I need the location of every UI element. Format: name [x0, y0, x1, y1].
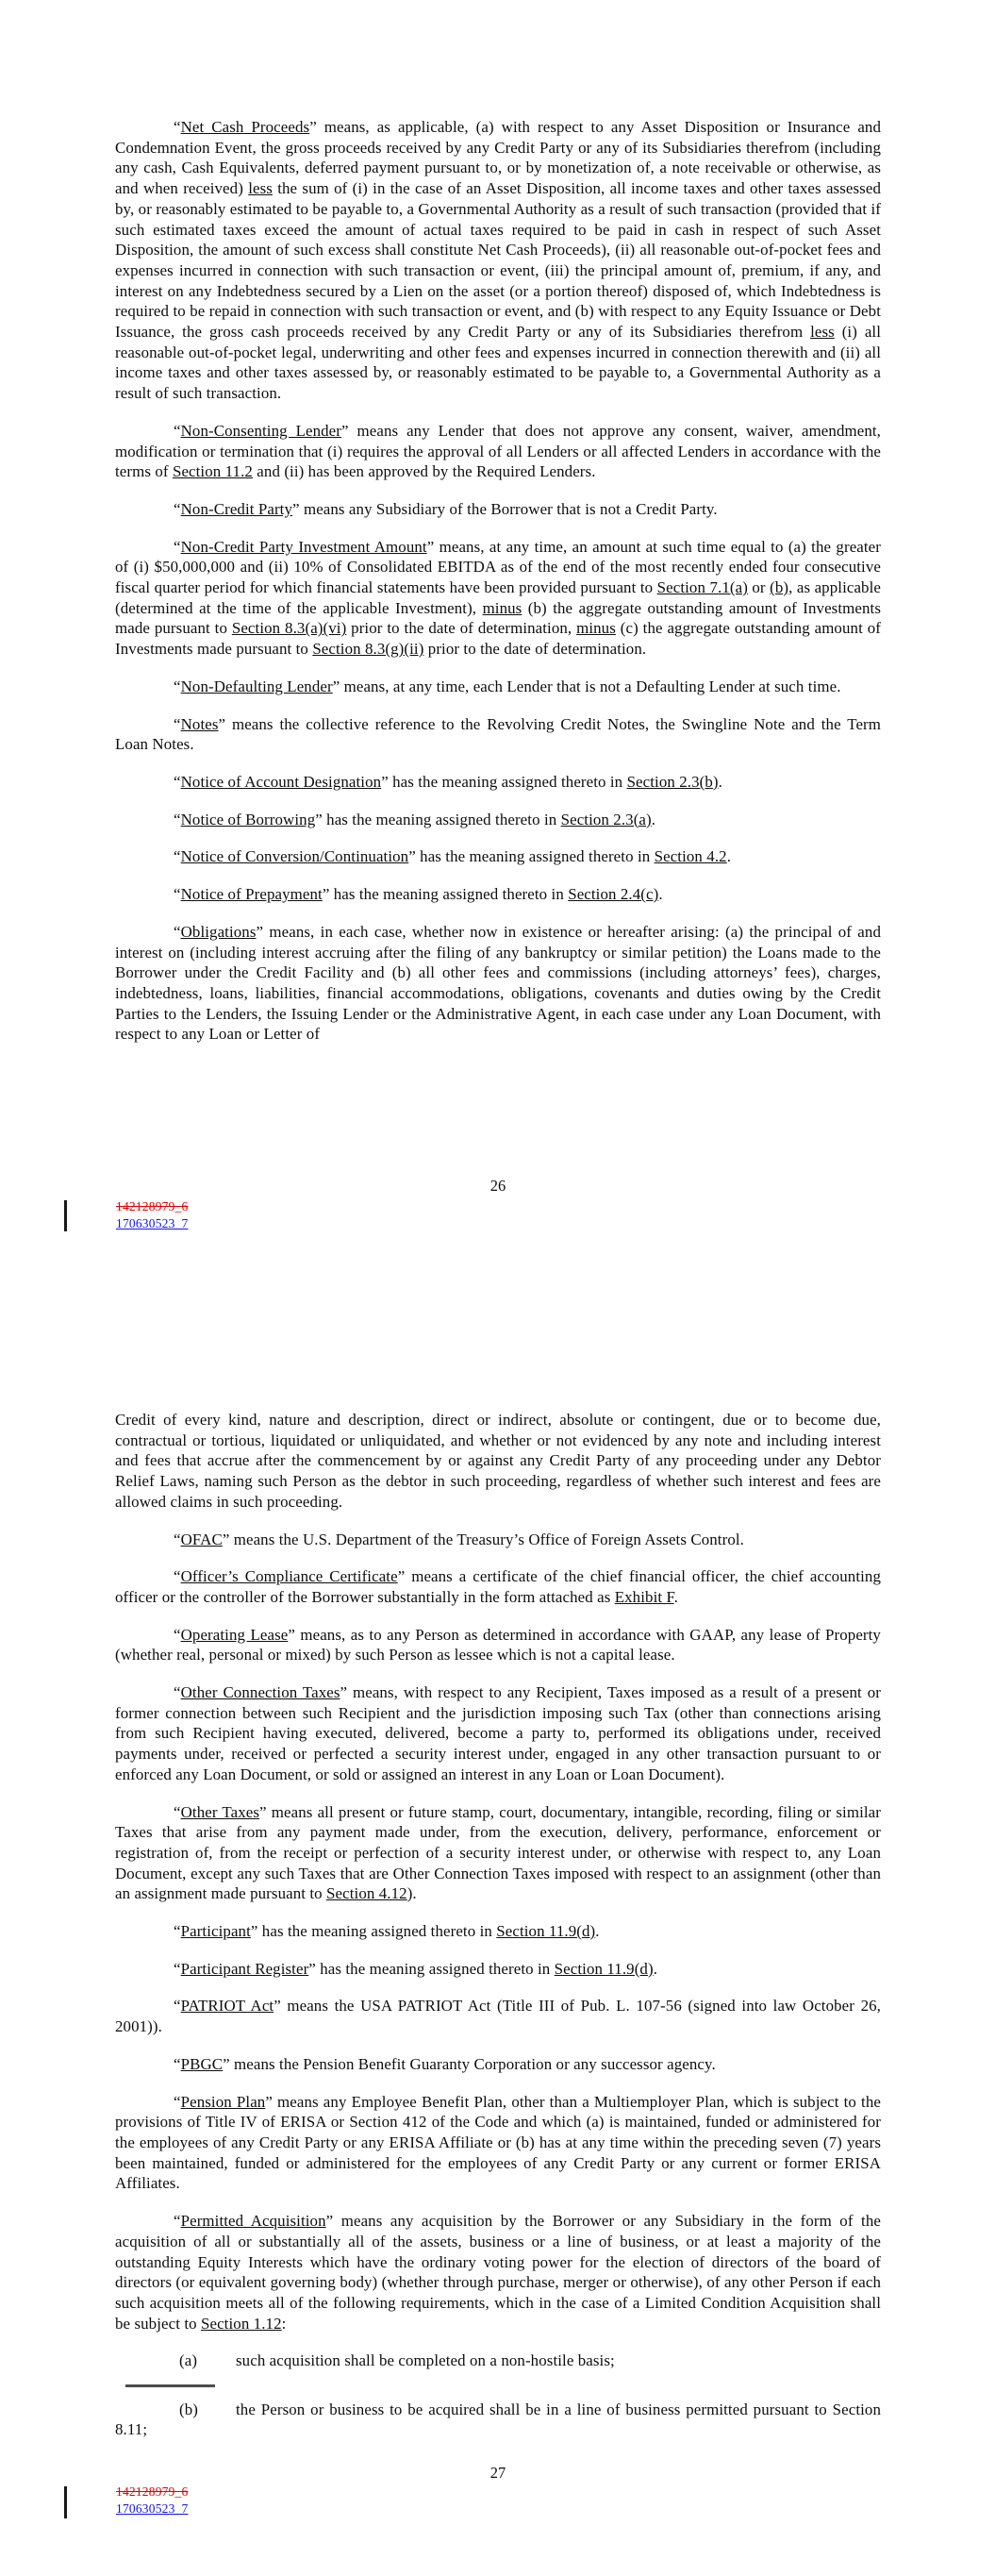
text-run: ” means a certificate of the chief financial officer, the chief accounting officer or the controller of the Borrower substantially in the form attached as: [115, 1567, 881, 1606]
underlined-term: Non-Credit Party Investment Amount: [180, 537, 427, 556]
underlined-term: Exhibit F: [614, 1587, 674, 1606]
text-run: “: [174, 1625, 181, 1644]
text-run: (i) all reasonable out-of-pocket legal, underwriting and other fees and expenses incurred in connection therewith and (ii) all income taxes and other taxes assessed by, or reasonably estimated to be payable to, a Governmental Authority as a result of such transaction.: [115, 323, 881, 403]
text-run: ” means, at any time, each Lender that is not a Defaulting Lender at such time.: [332, 677, 841, 695]
underlined-term: PATRIOT Act: [180, 1997, 274, 2016]
underlined-term: PBGC: [180, 2054, 224, 2073]
underlined-term: Section 8.3(a)(vi): [231, 619, 347, 638]
definition-paragraph: [115, 1921, 881, 1942]
text-run: .: [653, 1959, 658, 1978]
text-run: “: [174, 810, 181, 828]
underlined-term: Section 2.3(b): [626, 772, 719, 791]
definition-paragraph: [115, 714, 881, 755]
change-bar: [64, 1200, 67, 1231]
list-item-label: (a): [179, 2351, 198, 2370]
definition-paragraph: [115, 772, 881, 793]
definition-paragraph: [115, 846, 881, 867]
page-27-footer: [116, 2484, 188, 2517]
text-run: “: [174, 1997, 181, 2016]
definition-paragraph: [115, 117, 881, 404]
text-run: ” means all present or future stamp, court, documentary, intangible, recording, filing or similar Taxes that arise from any payment made under, from the execution, delivery, performance, enforcement or registration of, from the receipt or perfection of a security interest under, or otherwise with respect to, any Loan Document, except any such Taxes that are Other Connection Taxes imposed with respect to an assignment (other than an assignment made pursuant to: [115, 1802, 881, 1903]
underlined-term: Non-Credit Party: [180, 499, 293, 518]
page-26-content: [115, 117, 881, 1062]
underlined-term: Notice of Conversion/Continuation: [180, 847, 409, 866]
text-run: ” has the meaning assigned thereto in: [381, 772, 627, 791]
text-run: prior to the date of determination,: [346, 619, 577, 638]
page-number-27: 27: [489, 2464, 506, 2482]
text-run: Credit of every kind, nature and description, direct or indirect, absolute or contingent, due or to become due, contractual or tortious, liquidated or unliquidated, and whether or not evidenced by any note and including interest and fees that accrue after the commencement by or against any Credit Party of any proceeding under any Debtor Relief Laws, naming such Person as the debtor in such proceeding, regardless of whether such interest and fees are allowed claims in such proceeding.: [115, 1411, 881, 1511]
text-run: .: [595, 1922, 600, 1941]
text-run: “: [174, 537, 181, 556]
text-run: ” has the meaning assigned thereto in: [322, 885, 569, 904]
underlined-term: Officer’s Compliance Certificate: [180, 1567, 398, 1586]
underlined-term: less: [810, 323, 835, 342]
text-run: ” means the collective reference to the Revolving Credit Notes, the Swingline Note and the Term Loan Notes.: [115, 714, 881, 754]
text-run: ” means the USA PATRIOT Act (Title III of Pub. L. 107-56 (signed into law October 26, 2001)).: [115, 1997, 881, 2036]
list-item: [115, 2350, 881, 2371]
definition-paragraph: [115, 421, 881, 482]
underlined-term: Non-Defaulting Lender: [180, 677, 333, 695]
underlined-term: Participant: [180, 1922, 251, 1941]
text-run: ” has the meaning assigned thereto in: [308, 1959, 555, 1978]
page-number-26: 26: [489, 1177, 506, 1195]
underlined-term: Obligations: [180, 922, 257, 941]
list-item-label: (b): [179, 2400, 198, 2418]
underlined-term: Section 1.12: [201, 2314, 282, 2333]
text-run: “: [174, 499, 181, 518]
text-run: .: [726, 847, 732, 866]
definition-paragraph: [115, 499, 881, 520]
text-run: .: [718, 772, 722, 791]
text-run: “: [174, 772, 181, 791]
underlined-term: Notice of Borrowing: [180, 810, 316, 828]
page-26-footer: [116, 1198, 188, 1232]
underlined-term: Permitted Acquisition: [180, 2212, 326, 2231]
text-run: .: [658, 885, 663, 904]
text-run: “: [174, 1683, 181, 1702]
underlined-term: Notes: [180, 714, 219, 733]
underlined-term: Section 7.1(a): [656, 578, 748, 597]
doc-id-deleted: 142128979_6: [116, 2484, 189, 2499]
definition-paragraph: [115, 1996, 881, 2036]
underlined-term: Section 2.4(c): [568, 885, 659, 904]
text-run: ” means, as to any Person as determined in accordance with GAAP, any lease of Property (whether real, personal or mixed) by such Person as lessee which is not a capital lease.: [115, 1625, 881, 1664]
definition-paragraph: [115, 1410, 881, 1513]
underlined-term: Section 2.3(a): [560, 810, 652, 828]
text-run: (b) the aggregate outstanding amount of Investments made pursuant to: [115, 598, 881, 638]
text-run: .: [673, 1587, 678, 1606]
underlined-term: less: [248, 179, 273, 198]
text-run: ” has the meaning assigned thereto in: [315, 810, 561, 828]
text-run: ” means any Subsidiary of the Borrower that is not a Credit Party.: [292, 499, 718, 518]
underlined-term: Other Connection Taxes: [180, 1683, 340, 1702]
text-run: ” means, in each case, whether now in existence or hereafter arising: (a) the principal of and interest on (including interest accruing after the filing of any bankruptcy or similar petition) the Loans made to the Borrower under the Credit Facility and (b) all other fees and commissions (including attorneys’ fees), charges, indebtedness, loans, liabilities, financial accommodations, obligations, covenants and duties owing by the Credit Parties to the Lenders, the Issuing Lender or the Administrative Agent, in each case under any Loan Document, with respect to any Loan or Letter of: [115, 922, 881, 1044]
definition-paragraph: [115, 1625, 881, 1665]
definition-paragraph: [115, 1959, 881, 1980]
underlined-term: Section 8.3(g)(ii): [312, 640, 424, 659]
text-run: “: [174, 1530, 181, 1548]
definition-paragraph: [115, 1682, 881, 1785]
doc-id-deleted: 142128979_6: [116, 1199, 189, 1213]
text-run: “: [174, 421, 181, 440]
underlined-term: minus: [576, 619, 616, 638]
definition-paragraph: [115, 677, 881, 697]
text-run: ” has the meaning assigned thereto in: [408, 847, 655, 866]
doc-id-inserted: 170630523_7: [116, 1216, 189, 1230]
text-run: (c) the aggregate outstanding amount of Investments made pursuant to: [115, 619, 881, 659]
doc-id-inserted: 170630523_7: [116, 2501, 189, 2516]
definition-paragraph: [115, 1530, 881, 1550]
text-run: and (ii) has been approved by the Required Lenders.: [252, 462, 596, 481]
text-run: “: [174, 847, 181, 866]
text-run: ” means any acquisition by the Borrower or any Subsidiary in the form of the acquisition of all or substantially all of the assets, business or a line of business, or at least a majority of the outstanding Equity Interests which have the ordinary voting power for the election of directors of the board of directors (or equivalent governing body) (whether through purchase, merger or otherwise), of any other Person if each such acquisition meets all of the following requirements, which in the case of a Limited Condition Acquisition shall be subject to: [115, 2212, 881, 2333]
underlined-term: Pension Plan: [180, 2092, 266, 2111]
definition-paragraph: [115, 922, 881, 1045]
underlined-term: Notice of Prepayment: [180, 885, 323, 904]
text-run: ” has the meaning assigned thereto in: [250, 1922, 497, 1941]
underlined-term: Operating Lease: [180, 1625, 289, 1644]
underlined-term: Net Cash Proceeds: [180, 118, 310, 136]
text-run: prior to the date of determination.: [423, 640, 647, 659]
text-run: ).: [406, 1884, 417, 1903]
text-run: or: [747, 578, 771, 597]
text-run: ” means, at any time, an amount at such time equal to (a) the greater of (i) $50,000,000 and (ii) 10% of Consolidated EBITDA as of the end of the most recently ended four consecutive fiscal quarter period for which financial statements have been provided pursuant to: [115, 537, 881, 597]
text-run: “: [174, 677, 181, 695]
underlined-term: Other Taxes: [180, 1802, 260, 1821]
page-27-content: [115, 1410, 881, 2457]
underlined-term: Notice of Account Designation: [180, 772, 382, 791]
definition-paragraph: [115, 1802, 881, 1905]
text-run: such acquisition shall be completed on a non-hostile basis;: [236, 2351, 615, 2370]
text-run: ” means any Lender that does not approve any consent, waiver, amendment, modification or termination that (i) requires the approval of all Lenders or all affected Lenders in accordance with the terms of: [115, 421, 881, 481]
underlined-term: Section 4.2: [654, 847, 727, 866]
text-run: “: [174, 1922, 181, 1941]
text-run: “: [174, 2092, 181, 2111]
text-run: the Person or business to be acquired shall be in a line of business permitted pursuant to Section 8.11;: [115, 2400, 881, 2439]
underlined-term: Section 11.9(d): [496, 1922, 596, 1941]
text-run: “: [174, 1802, 181, 1821]
text-run: .: [651, 810, 656, 828]
text-run: , as applicable (determined at the time of the applicable Investment),: [115, 578, 881, 617]
change-bar: [64, 2486, 67, 2518]
underlined-term: minus: [482, 598, 522, 617]
definition-paragraph: [115, 2092, 881, 2195]
definition-paragraph: [115, 2054, 881, 2075]
underlined-term: Non-Consenting Lender: [180, 421, 342, 440]
text-run: ” means, as applicable, (a) with respect to any Asset Disposition or Insurance and Condemnation Event, the gross proceeds received by any Credit Party or any of its Subsidiaries therefrom (including any cash, Cash Equivalents, deferred payment pursuant to, or by monetization of, a note receivable or otherwise, as and when received): [115, 118, 882, 198]
text-run: “: [174, 118, 181, 136]
text-run: “: [174, 885, 181, 904]
text-run: “: [174, 922, 181, 941]
underlined-term: (b): [770, 578, 789, 597]
text-run: the sum of (i) in the case of an Asset Disposition, all income taxes and other taxes assessed by, or reasonably estimated to be payable to, a Governmental Authority as a result of such transaction (provided that if such estimated taxes exceed the amount of actual taxes required to be paid in cash in respect of such Asset Disposition, the amount of such excess shall constitute Net Cash Proceeds), (ii) all reasonable out-of-pocket fees and expenses incurred in connection with such transaction or event, (iii) the principal amount of, premium, if any, and interest on any Indebtedness secured by a Lien on the asset (or a portion thereof) disposed of, which Indebtedness is required to be repaid in connection with such transaction or event, and (b) with respect to any Equity Issuance or Debt Issuance, the gross cash proceeds received by any Credit Party or any of its Subsidiaries therefrom: [115, 179, 881, 342]
underlined-term: Section 11.9(d): [554, 1959, 654, 1978]
footnote-separator-line: [125, 2384, 215, 2387]
text-run: “: [174, 2212, 181, 2231]
underlined-term: Section 11.2: [172, 462, 253, 481]
underlined-term: Participant Register: [180, 1959, 309, 1978]
text-run: “: [174, 1567, 181, 1586]
text-run: “: [174, 714, 181, 733]
definition-paragraph: [115, 884, 881, 905]
list-item: [115, 2400, 881, 2440]
text-run: ” means, with respect to any Recipient, Taxes imposed as a result of a present or former connection between such Recipient and the jurisdiction imposing such Tax (other than connections arising from such Recipient having executed, delivered, become a party to, performed its obligations under, received payments under, received or perfected a security interest under, engaged in any other transaction pursuant to or enforced any Loan Document, or sold or assigned an interest in any Loan or Loan Document).: [115, 1683, 881, 1783]
definition-paragraph: [115, 2211, 881, 2333]
definition-paragraph: [115, 537, 881, 660]
text-run: ” means the Pension Benefit Guaranty Corporation or any successor agency.: [223, 2054, 716, 2073]
text-run: ” means the U.S. Department of the Treasury’s Office of Foreign Assets Control.: [222, 1530, 744, 1548]
text-run: “: [174, 1959, 181, 1978]
text-run: “: [174, 2054, 181, 2073]
text-run: :: [281, 2314, 287, 2333]
underlined-term: OFAC: [180, 1530, 223, 1548]
definition-paragraph: [115, 810, 881, 830]
definition-paragraph: [115, 1566, 881, 1607]
text-run: ” means any Employee Benefit Plan, other than a Multiemployer Plan, which is subject to the provisions of Title IV of ERISA or Section 412 of the Code and which (a) is maintained, funded or administered for the employees of any Credit Party or any ERISA Affiliate or (b) has at any time within the preceding seven (7) years been maintained, funded or administered for the employees of any Credit Party or any current or former ERISA Affiliates.: [115, 2092, 881, 2193]
underlined-term: Section 4.12: [326, 1884, 407, 1903]
